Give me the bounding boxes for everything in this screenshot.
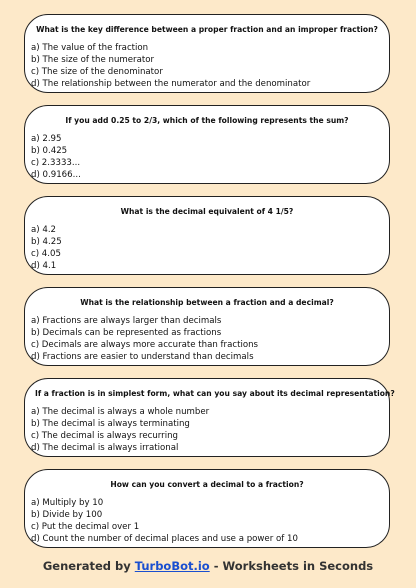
answer-option: a) The decimal is always a whole number [31, 407, 210, 417]
answer-option: b) The size of the numerator [31, 55, 155, 65]
question-card [24, 378, 395, 457]
footer-prefix: Generated by [42, 559, 135, 573]
question-card [24, 14, 390, 93]
answer-option: c) The decimal is always recurring [31, 431, 178, 441]
question-card [24, 469, 390, 548]
answer-option: d) 0.9166... [31, 170, 81, 180]
answer-option: a) Multiply by 10 [31, 498, 104, 508]
question-card [24, 105, 390, 184]
answer-option: c) The size of the denominator [31, 67, 163, 77]
question-card [24, 196, 390, 275]
answer-option: c) Decimals are always more accurate than fractions [31, 340, 259, 350]
question-text: If a fraction is in simplest form, what can you say about its decimal representation? [35, 389, 395, 398]
answer-option: d) The relationship between the numerator and the denominator [31, 79, 311, 89]
answer-option: b) The decimal is always terminating [31, 419, 190, 429]
answer-option: a) 2.95 [31, 134, 62, 144]
question-text: What is the key difference between a proper fraction and an improper fraction? [36, 25, 378, 34]
question-text: What is the decimal equivalent of 4 1/5? [120, 207, 294, 216]
answer-option: d) Count the number of decimal places and use a power of 10 [31, 534, 298, 544]
answer-option: d) Fractions are easier to understand than decimals [31, 352, 254, 362]
answer-option: d) The decimal is always irrational [31, 443, 179, 453]
answer-option: c) 2.3333... [31, 158, 81, 168]
answer-option: a) Fractions are always larger than decimals [31, 316, 222, 326]
question-text: What is the relationship between a fraction and a decimal? [80, 298, 334, 307]
answer-option: b) Divide by 100 [31, 510, 103, 520]
answer-option: c) Put the decimal over 1 [31, 522, 140, 532]
answer-option: a) The value of the fraction [31, 43, 149, 53]
answer-option: b) 4.25 [31, 237, 62, 247]
answer-option: d) 4.1 [31, 261, 57, 271]
footer-suffix: - Worksheets in Seconds [209, 559, 374, 573]
footer [0, 559, 416, 573]
answer-option: b) Decimals can be represented as fractions [31, 328, 222, 338]
answer-option: c) 4.05 [31, 249, 61, 259]
question-text: If you add 0.25 to 2/3, which of the following represents the sum? [65, 116, 349, 125]
question-text: How can you convert a decimal to a fraction? [110, 480, 304, 489]
question-card [24, 287, 390, 366]
answer-option: a) 4.2 [31, 225, 57, 235]
answer-option: b) 0.425 [31, 146, 68, 156]
turbobot-link[interactable]: TurboBot.io [134, 559, 210, 573]
